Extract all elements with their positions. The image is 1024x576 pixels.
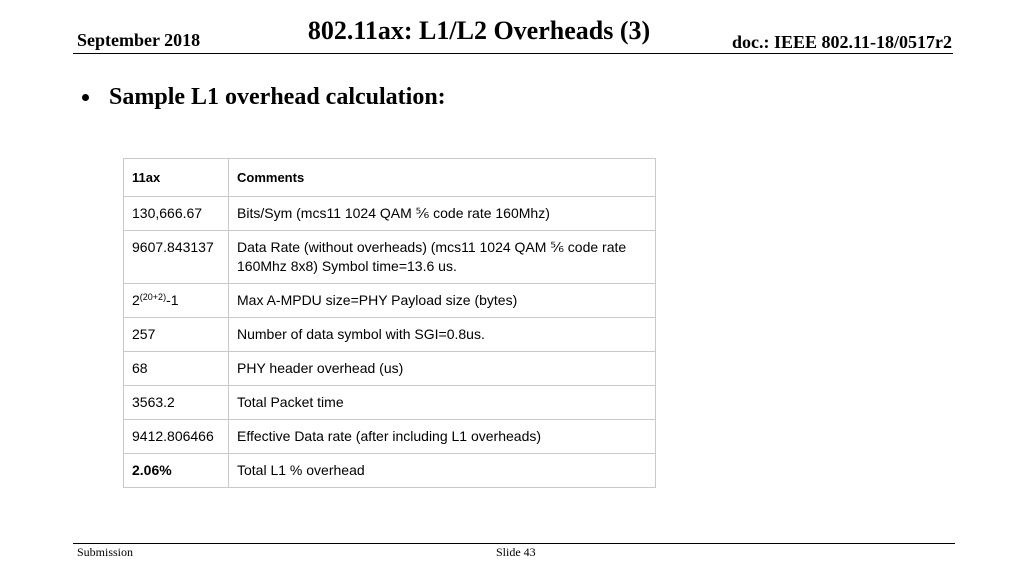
table-row [124, 284, 656, 318]
comment-cell: Effective Data rate (after including L1 overheads) [229, 420, 656, 454]
comment-cell: Number of data symbol with SGI=0.8us. [229, 318, 656, 352]
value-cell: 130,666.67 [124, 197, 229, 231]
value-cell: 9412.806466 [124, 420, 229, 454]
comment-cell: PHY header overhead (us) [229, 352, 656, 386]
footer-divider [73, 543, 955, 544]
value-exponent: (20+2) [139, 292, 167, 302]
footer-submission: Submission [77, 545, 134, 559]
table-row [124, 352, 656, 386]
comment-cell: Max A-MPDU size=PHY Payload size (bytes) [229, 284, 656, 318]
table-header-row [124, 159, 656, 197]
comment-cell: Total L1 % overhead [229, 454, 656, 488]
document-id: doc.: IEEE 802.11-18/0517r2 [731, 32, 952, 52]
value-cell [124, 284, 229, 318]
table-row [124, 318, 656, 352]
table-row [124, 231, 656, 284]
overhead-table [123, 158, 656, 488]
column-header-comments: Comments [229, 159, 656, 197]
value-suffix: -1 [166, 292, 179, 308]
value-base: 2 [132, 292, 140, 308]
table-row [124, 197, 656, 231]
header-date: September 2018 [77, 30, 201, 50]
comment-cell: Total Packet time [229, 386, 656, 420]
comment-cell: Data Rate (without overheads) (mcs11 1024 QAM ⅚ code rate 160Mhz 8x8) Symbol time=13.6 us. [229, 231, 656, 284]
value-cell: 3563.2 [124, 386, 229, 420]
table-row [124, 386, 656, 420]
value-cell: 2.06% [124, 454, 229, 488]
value-cell: 68 [124, 352, 229, 386]
bullet-point [82, 84, 446, 111]
table-row [124, 454, 656, 488]
slide-title: 802.11ax: L1/L2 Overheads (3) [307, 16, 651, 45]
slide-number: Slide 43 [496, 545, 536, 559]
bullet-text: Sample L1 overhead calculation: [109, 84, 446, 110]
comment-cell: Bits/Sym (mcs11 1024 QAM ⅚ code rate 160Mhz) [229, 197, 656, 231]
bullet-dot-icon [82, 94, 89, 101]
table-row [124, 420, 656, 454]
value-cell: 257 [124, 318, 229, 352]
value-cell: 9607.843137 [124, 231, 229, 284]
column-header-11ax: 11ax [124, 159, 229, 197]
header-divider [73, 53, 953, 54]
